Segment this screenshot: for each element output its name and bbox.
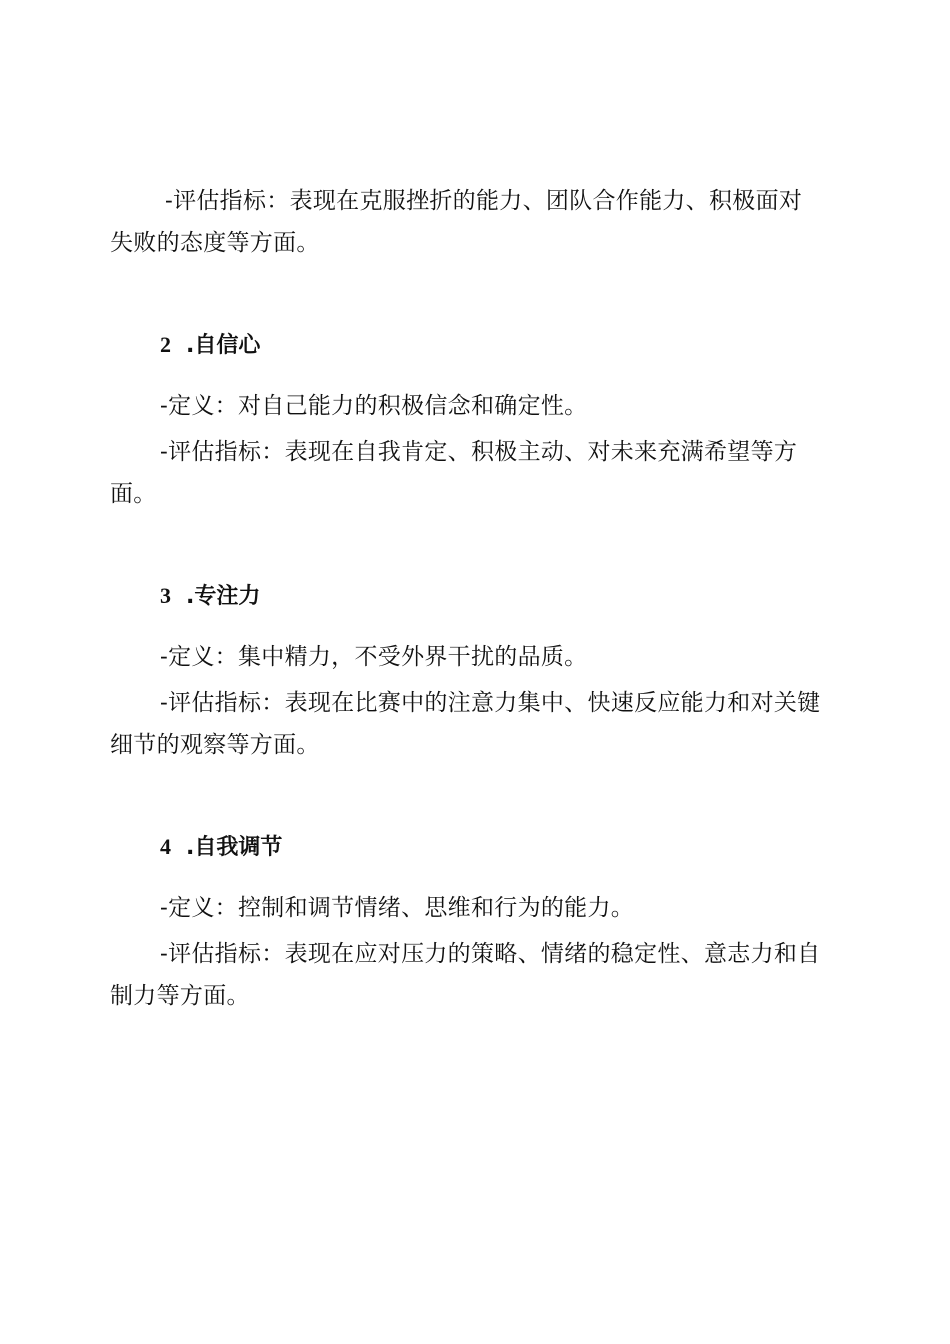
- definition-paragraph: -定义：控制和调节情绪、思维和行为的能力。: [160, 895, 635, 921]
- spacer: [110, 264, 822, 324]
- section-heading-self-regulation: [110, 826, 822, 869]
- spacer: [110, 618, 822, 636]
- section-number: 4: [160, 834, 171, 859]
- indicator-paragraph: -评估指标：表现在自我肯定、积极主动、对未来充满希望等方面。: [110, 439, 798, 507]
- section-title: .专注力: [186, 584, 261, 609]
- indicator-paragraph: -评估指标：表现在应对压力的策略、情绪的稳定性、意志力和自制力等方面。: [110, 941, 821, 1009]
- section-heading-focus: [110, 575, 822, 618]
- spacer: [110, 367, 822, 385]
- intro-indicator-paragraph: -评估指标：表现在克服挫折的能力、团队合作能力、积极面对失败的态度等方面。: [110, 188, 803, 256]
- definition-paragraph: -定义：对自己能力的积极信念和确定性。: [160, 393, 588, 419]
- spacer: [110, 869, 822, 887]
- section-number: 3: [160, 583, 171, 608]
- spacer: [110, 766, 822, 826]
- section-number: 2: [160, 332, 171, 357]
- document-body: [110, 180, 822, 1017]
- indicator-paragraph: -评估指标：表现在比赛中的注意力集中、快速反应能力和对关键细节的观察等方面。: [110, 690, 821, 758]
- definition-paragraph: -定义：集中精力，不受外界干扰的品质。: [160, 644, 588, 670]
- section-title: .自信心: [186, 333, 261, 358]
- spacer: [110, 515, 822, 575]
- section-title: .自我调节: [186, 835, 283, 860]
- section-heading-confidence: [110, 324, 822, 367]
